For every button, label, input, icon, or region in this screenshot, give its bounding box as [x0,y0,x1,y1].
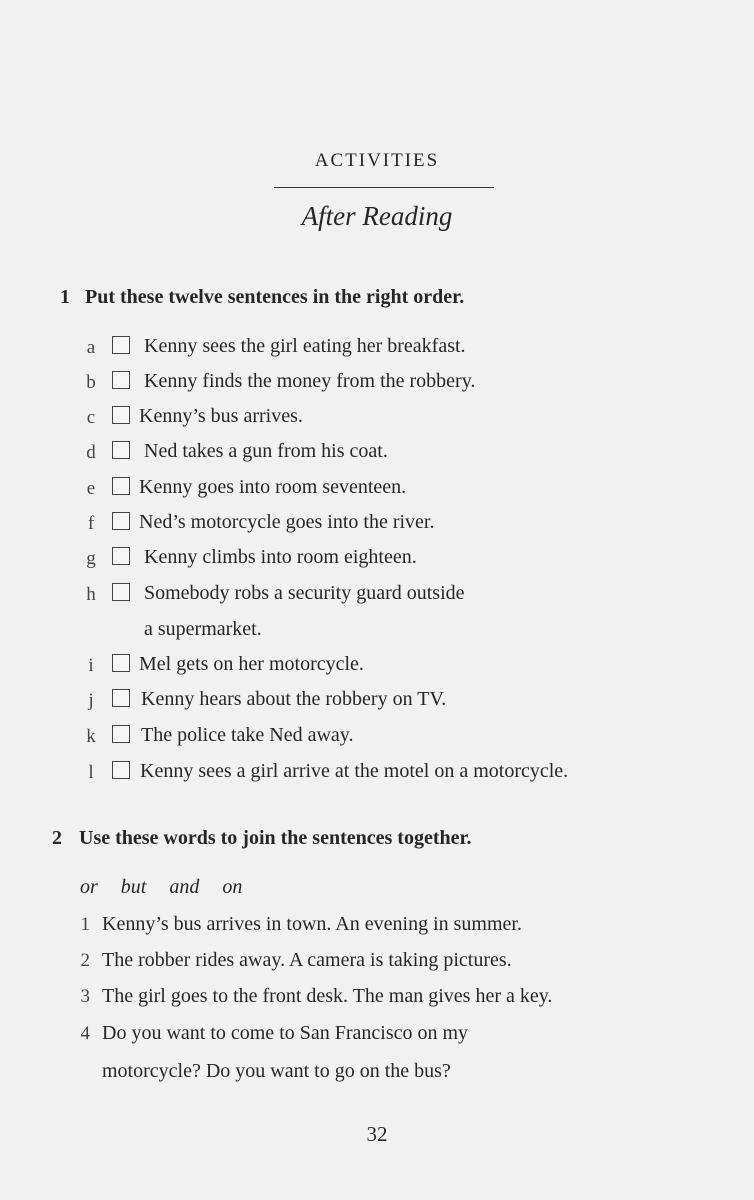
item-j-letter: j [88,690,94,711]
item-c-letter: c [86,407,96,428]
item-k-text: The police take Ned away. [141,724,354,746]
sentence-4-text: Do you want to come to San Francisco on my [102,1022,469,1044]
question-2-instruction: Use these words to join the sentences together. [79,827,472,849]
item-a-letter: a [86,337,96,358]
item-b-letter: b [86,372,96,393]
item-j-checkbox[interactable] [112,689,130,707]
item-k-letter: k [86,726,96,747]
item-d-letter: d [86,442,96,463]
word-or: or [80,876,98,898]
sentence-2-text: The robber rides away. A camera is taking pictures. [102,949,512,971]
item-a-checkbox[interactable] [112,336,130,354]
sentence-3-text: The girl goes to the front desk. The man gives her a key. [102,985,553,1007]
sentence-1-text: Kenny’s bus arrives in town. An evening in summer. [102,913,522,935]
word-on: on [222,876,243,898]
item-i-letter: i [88,655,94,676]
question-1-number: 1 [60,286,70,308]
sentence-4-number: 4 [80,1023,90,1044]
item-d-text: Ned takes a gun from his coat. [144,440,388,462]
item-e-checkbox[interactable] [112,477,130,495]
item-h-checkbox[interactable] [112,583,130,601]
item-e-text: Kenny goes into room seventeen. [139,476,407,498]
sentence-4-text-continued: motorcycle? Do you want to go on the bus? [102,1060,451,1082]
item-h-text: Somebody robs a security guard outside [144,582,465,604]
item-g-letter: g [86,548,96,569]
item-j-text: Kenny hears about the robbery on TV. [141,688,447,710]
item-k-checkbox[interactable] [112,725,130,743]
item-g-text: Kenny climbs into room eighteen. [144,546,417,568]
item-e-letter: e [86,478,96,499]
item-f-text: Ned’s motorcycle goes into the river. [139,511,435,533]
item-b-text: Kenny finds the money from the robbery. [144,370,476,392]
item-h-letter: h [86,584,96,605]
item-f-checkbox[interactable] [112,512,130,530]
item-l-letter: l [88,762,94,783]
page-number: 32 [366,1122,388,1146]
item-l-text: Kenny sees a girl arrive at the motel on a motorcycle. [140,760,569,782]
item-g-checkbox[interactable] [112,547,130,565]
section-subtitle: After Reading [301,201,453,231]
item-c-checkbox[interactable] [112,406,130,424]
item-l-checkbox[interactable] [112,761,130,779]
sentence-2-number: 2 [80,950,90,971]
item-h-text-continued: a supermarket. [144,618,262,640]
item-c-text: Kenny’s bus arrives. [139,405,303,427]
question-2-number: 2 [52,827,62,849]
item-f-letter: f [87,513,95,534]
sentence-3-number: 3 [80,986,90,1007]
title-rule [274,187,494,188]
item-i-text: Mel gets on her motorcycle. [139,653,364,675]
word-but: but [120,876,147,898]
section-title: ACTIVITIES [314,150,440,171]
question-1-instruction: Put these twelve sentences in the right order. [85,286,465,308]
sentence-1-number: 1 [80,914,90,935]
word-and: and [169,876,200,898]
item-a-text: Kenny sees the girl eating her breakfast. [144,335,466,357]
joining-words [80,876,256,899]
item-d-checkbox[interactable] [112,441,130,459]
item-b-checkbox[interactable] [112,371,130,389]
item-i-checkbox[interactable] [112,654,130,672]
